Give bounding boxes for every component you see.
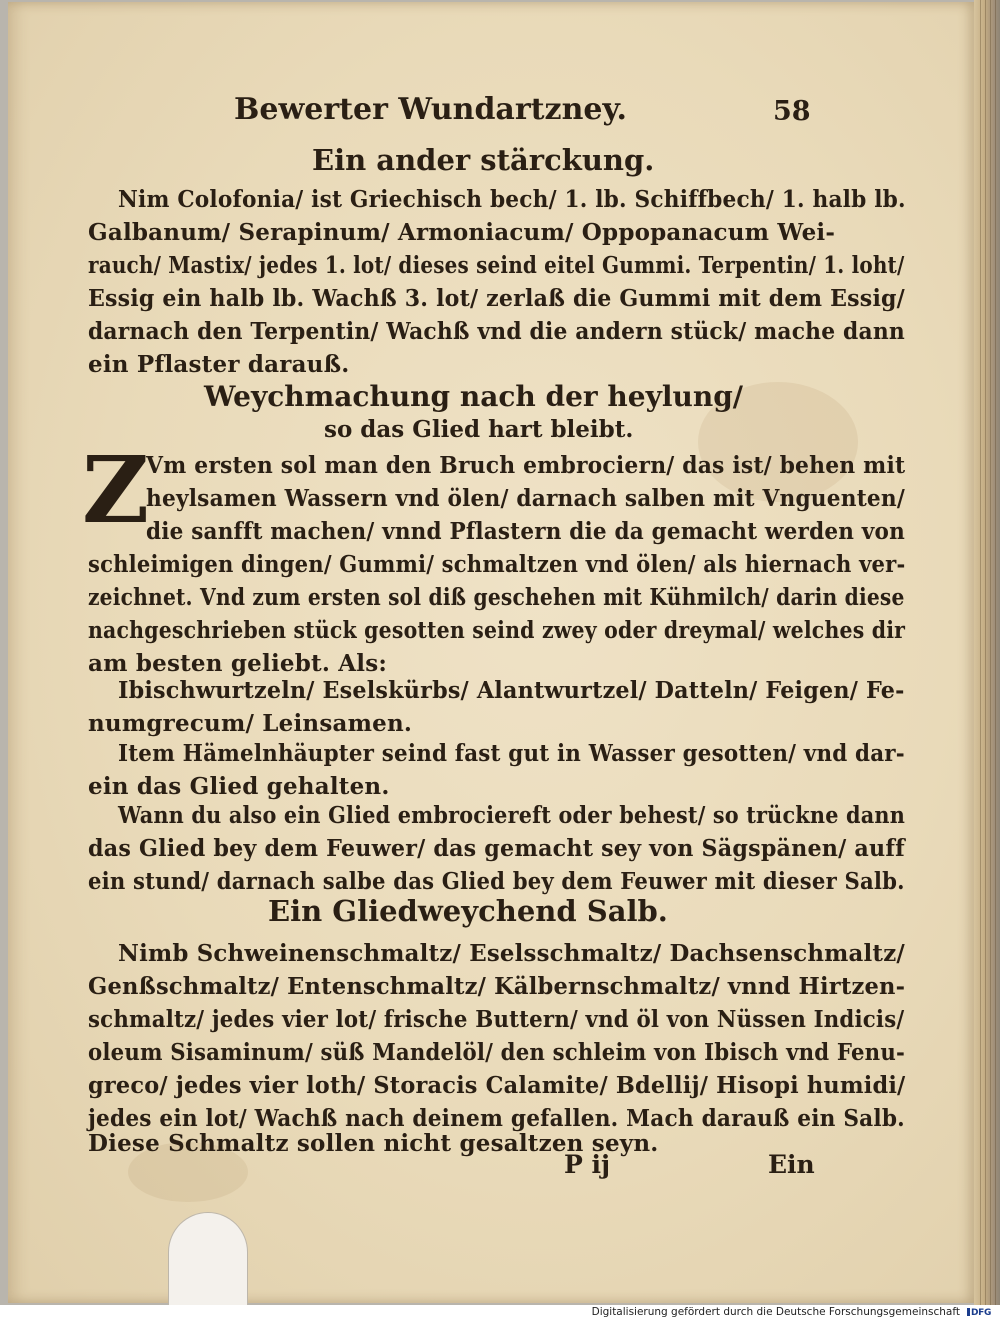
text-line: die sanfft machen/ vnnd Pflastern die da gemacht werden von <box>146 518 905 545</box>
text-line: schmaltz/ jedes vier lot/ frische Buttern/ vnd öl von Nüssen Indicis/ <box>88 1006 905 1033</box>
text-line: heylsamen Wassern vnd ölen/ darnach salben mit Vnguenten/ <box>146 485 905 512</box>
text-line: am besten geliebt. Als: <box>88 650 388 677</box>
text-line: Wann du also ein Glied embrociereft oder behest/ so trückne dann <box>118 802 905 829</box>
text-line: ein das Glied gehalten. <box>88 773 390 800</box>
signature-mark: P ij <box>564 1150 611 1179</box>
text-line: Item Hämelnhäupter seind fast gut in Wasser gesotten/ vnd dar- <box>118 740 905 767</box>
text-line: Nimb Schweinenschmaltz/ Eselsschmaltz/ Dachsenschmaltz/ <box>118 940 905 967</box>
text-line: schleimigen dingen/ Gummi/ schmaltzen vnd ölen/ als hiernach ver- <box>88 551 906 578</box>
folio-number: 58 <box>773 96 811 127</box>
catchword: Ein <box>768 1150 815 1179</box>
text-line: darnach den Terpentin/ Wachß vnd die andern stück/ mache dann <box>88 318 905 345</box>
text-line: Vm ersten sol man den Bruch embrociern/ das ist/ behen mit <box>146 452 906 479</box>
text-line: greco/ jedes vier loth/ Storacis Calamite/ Bdellij/ Hisopi humidi/ <box>88 1072 906 1099</box>
dfg-logo-text: DFG <box>970 1308 992 1318</box>
text-line: nachgeschrieben stück gesotten seind zwey oder dreymal/ welches dir <box>88 617 906 644</box>
text-line: numgrecum/ Leinsamen. <box>88 710 413 737</box>
dfg-logo <box>966 1307 992 1319</box>
page-edge <box>974 0 1000 1305</box>
text-line: oleum Sisaminum/ süß Mandelöl/ den schleim von Ibisch vnd Fenu- <box>88 1039 905 1066</box>
text-line: Ibischwurtzeln/ Eselskürbs/ Alantwurtzel/ Datteln/ Feigen/ Fe- <box>118 677 905 704</box>
text-line: Diese Schmaltz sollen nicht gesaltzen seyn. <box>88 1130 659 1157</box>
text-line: Galbanum/ Serapinum/ Armoniacum/ Oppopanacum Wei- <box>88 219 836 246</box>
text-line: das Glied bey dem Feuwer/ das gemacht sey von Sägspänen/ auff <box>88 835 905 862</box>
text-line: rauch/ Mastix/ jedes 1. lot/ dieses seind eitel Gummi. Terpentin/ 1. loht/ <box>88 252 905 279</box>
heading-ein-ander-staerckung: Ein ander stärckung. <box>312 143 655 177</box>
drop-capital: Z <box>82 436 150 544</box>
text-line: Nim Colofonia/ ist Griechisch bech/ 1. lb. Schiffbech/ 1. halb lb. <box>118 186 906 213</box>
text-line: zeichnet. Vnd zum ersten sol diß geschehen mit Kühmilch/ darin diese <box>88 584 905 611</box>
text-line: ein stund/ darnach salbe das Glied bey dem Feuwer mit dieser Salb. <box>88 868 905 895</box>
running-head: Bewerter Wundartzney. <box>234 92 627 127</box>
text-line: Genßschmaltz/ Entenschmaltz/ Kälbernschmaltz/ vnnd Hirtzen- <box>88 973 906 1000</box>
funding-credit: Digitalisierung gefördert durch die Deutsche Forschungsgemeinschaft <box>591 1306 960 1318</box>
text-line: ein Pflaster darauß. <box>88 351 350 378</box>
heading-gliedweychend-salb: Ein Gliedweychend Salb. <box>268 894 668 928</box>
book-clamp-tab <box>168 1212 248 1305</box>
text-line: jedes ein lot/ Wachß nach deinem gefallen. Mach darauß ein Salb. <box>88 1105 905 1132</box>
heading-weychmachung-subline: so das Glied hart bleibt. <box>324 416 634 443</box>
text-line: Essig ein halb lb. Wachß 3. lot/ zerlaß die Gummi mit dem Essig/ <box>88 285 905 312</box>
heading-weychmachung: Weychmachung nach der heylung/ <box>204 380 744 413</box>
